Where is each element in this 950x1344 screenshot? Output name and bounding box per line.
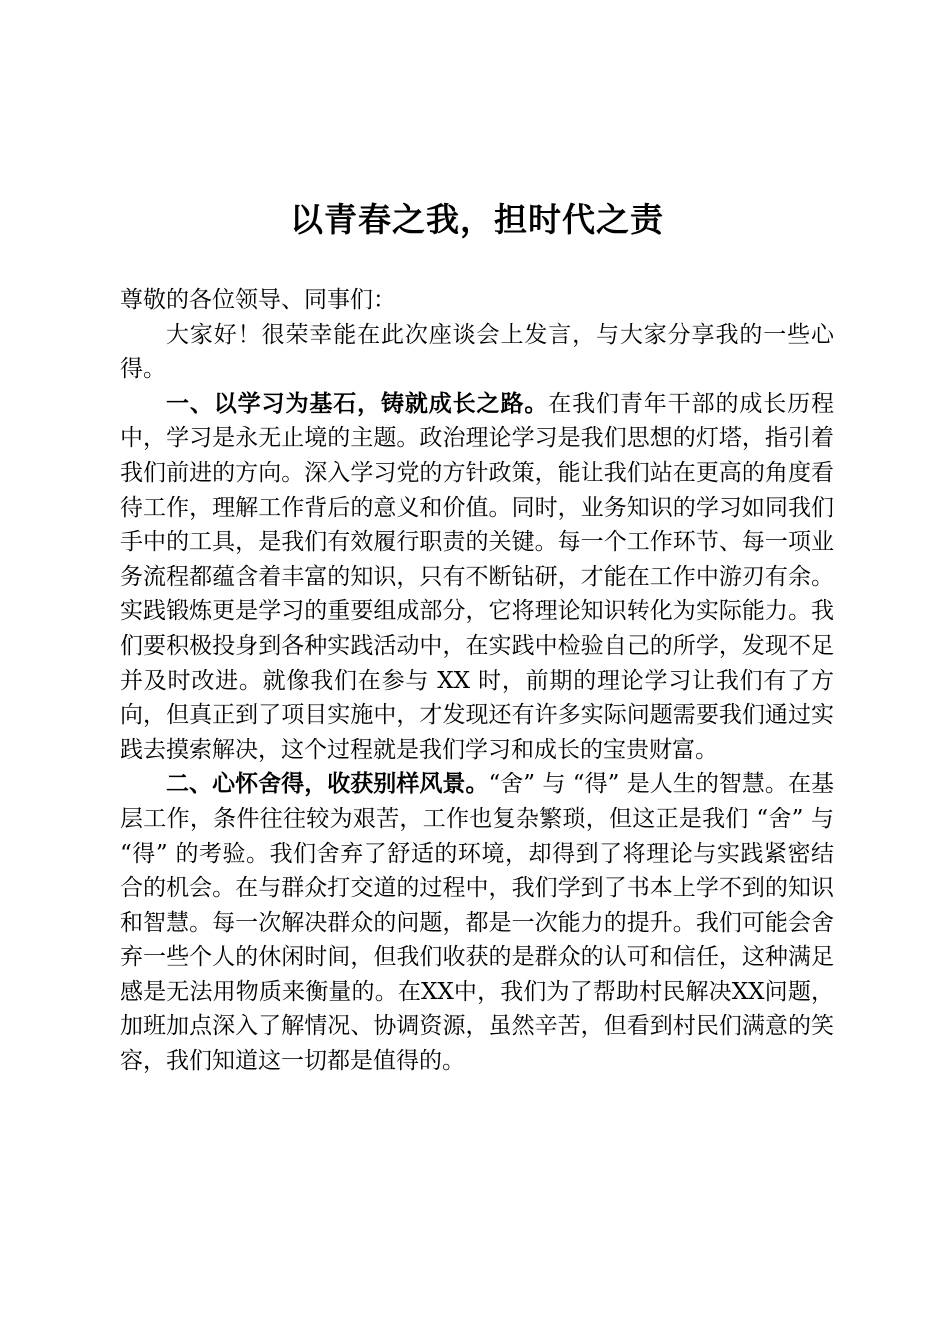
document-body [120,283,834,1079]
section-heading-2: 二、心怀舍得，收获别样风景。 [166,770,489,798]
greeting-paragraph: 大家好！很荣幸能在此次座谈会上发言，与大家分享我的一些心得。 [120,321,834,383]
section-paragraph-2 [120,767,834,1078]
section-paragraph-1 [120,387,834,768]
section-text-2: “舍” 与 “得” 是人生的智慧。在基层工作，条件往往较为艰苦，工作也复杂繁琐，但这正是我们 “舍” 与 “得” 的考验。我们舍弃了舒适的环境，却得到了将理论与实践紧密结合的机会。在与群众打交道的过程中，我们学到了书本上学不到的知识和智慧。每一次解决群众的问题，都是一次能力的提升。我们可能会舍弃一些个人的休闲时间，但我们收获的是群众的认可和信任，这种满足感是无法用物质来衡量的。在XX中，我们为了帮助村民解决XX问题，加班加点深入了解情况、协调资源，虽然辛苦，但看到村民们满意的笑容，我们知道这一切都是值得的。 [120,771,835,1075]
document-title: 以青春之我，担时代之责 [290,200,664,239]
salutation: 尊敬的各位领导、同事们： [120,287,396,313]
section-text-1: 在我们青年干部的成长历程中，学习是永无止境的主题。政治理论学习是我们思想的灯塔，指引着我们前进的方向。深入学习党的方针政策，能让我们站在更高的角度看待工作，理解工作背后的意义和价值。同时，业务知识的学习如同我们手中的工具，是我们有效履行职责的关键。每一个工作环节、每一项业务流程都蕴含着丰富的知识，只有不断钻研，才能在工作中游刃有余。实践锻炼更是学习的重要组成部分，它将理论知识转化为实际能力。我们要积极投身到各种实践活动中，在实践中检验自己的所学，发现不足并及时改进。就像我们在参与 XX 时，前期的理论学习让我们有了方向，但真正到了项目实施中，才发现还有许多实际问题需要我们通过实践去摸索解决，这个过程就是我们学习和成长的宝贵财富。 [120,390,835,763]
section-heading-1: 一、以学习为基石，铸就成长之路。 [166,389,549,417]
